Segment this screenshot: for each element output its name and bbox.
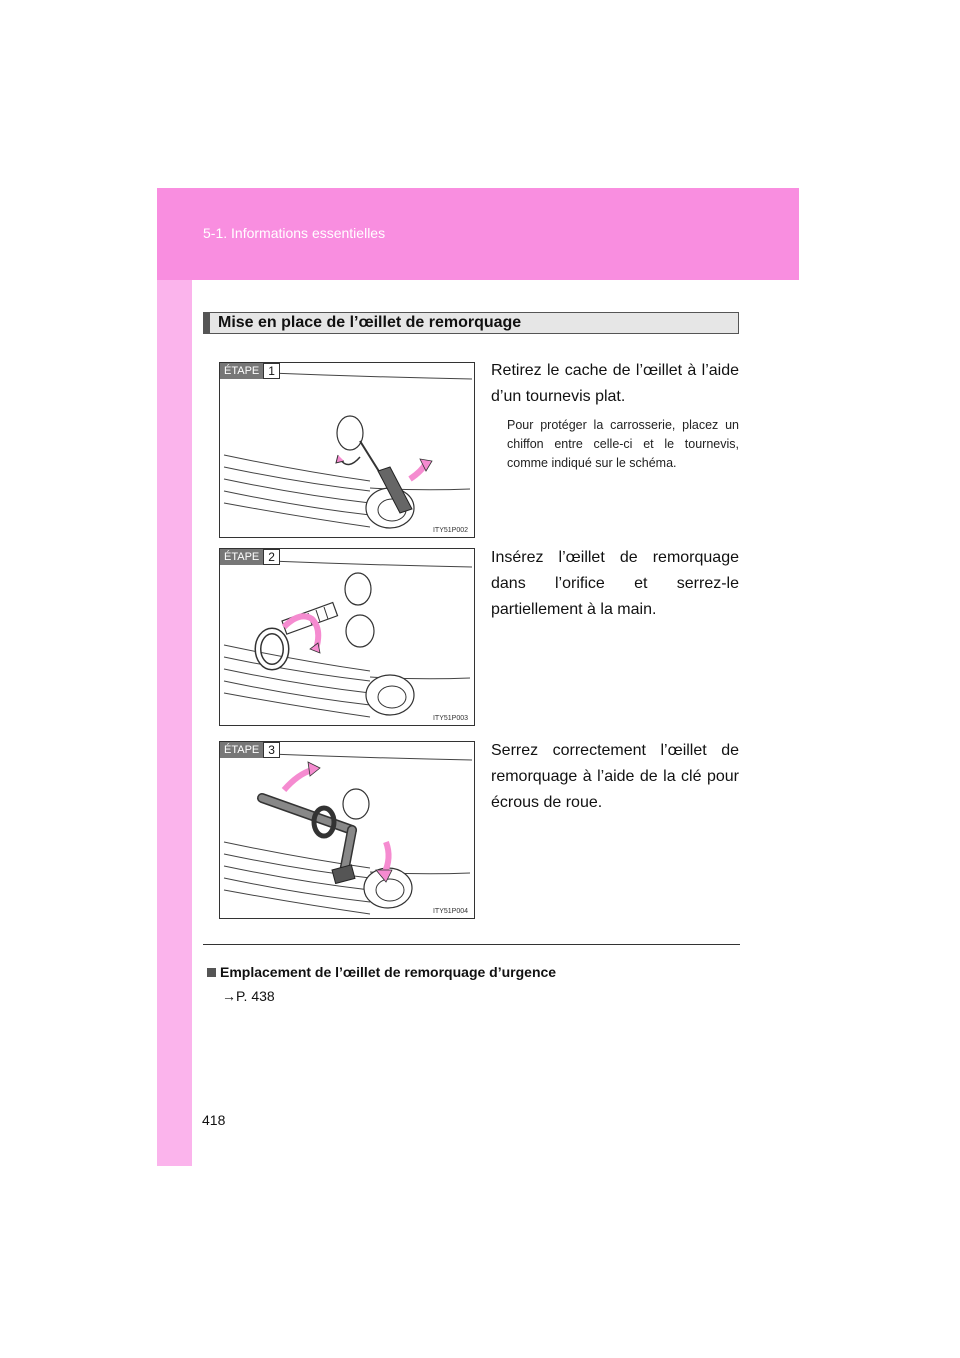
step-1-figure <box>219 362 475 538</box>
square-bullet-icon <box>207 968 216 977</box>
wheel-wrench-illustration <box>220 742 475 919</box>
tow-eyelet-insert-illustration <box>220 549 475 726</box>
divider <box>203 944 740 945</box>
step-number: 2 <box>263 549 280 565</box>
step-number: 1 <box>263 363 280 379</box>
step-word: ÉTAPE <box>220 742 263 758</box>
step-1-instruction: Retirez le cache de l’œillet à l’aide d’un tournevis plat. <box>491 362 739 405</box>
step-badge <box>220 549 280 565</box>
step-badge <box>220 363 280 379</box>
side-strip <box>157 280 192 1166</box>
title-bar-accent <box>204 313 210 333</box>
screwdriver-illustration <box>220 363 475 538</box>
page-number: 418 <box>202 1112 226 1128</box>
section-title-box <box>203 312 739 334</box>
figure-code: ITY51P004 <box>432 908 468 915</box>
step-2-figure <box>219 548 475 726</box>
note-heading-text: Emplacement de l’œillet de remorquage d’urgence <box>220 964 557 980</box>
figure-code: ITY51P002 <box>432 527 468 534</box>
page-reference-link[interactable]: →P. 438 <box>222 988 275 1004</box>
step-number: 3 <box>263 742 280 758</box>
step-3-figure <box>219 741 475 919</box>
step-1-note: Pour protéger la carrosserie, placez un chiffon entre celle-ci et le tournevis, comme indiqué sur le schéma. <box>507 418 739 470</box>
step-badge <box>220 742 280 758</box>
note-heading <box>207 964 556 980</box>
step-word: ÉTAPE <box>220 549 263 565</box>
figure-code: ITY51P003 <box>432 715 468 722</box>
step-3-instruction: Serrez correctement l’œillet de remorquage à l’aide de la clé pour écrous de roue. <box>491 742 739 811</box>
section-label: 5-1. Informations essentielles <box>203 225 386 241</box>
page-title: Mise en place de l’œillet de remorquage <box>218 314 522 331</box>
step-2-instruction: Insérez l’œillet de remorquage dans l’orifice et serrez-le partiellement à la main. <box>491 549 739 618</box>
step-word: ÉTAPE <box>220 363 263 379</box>
